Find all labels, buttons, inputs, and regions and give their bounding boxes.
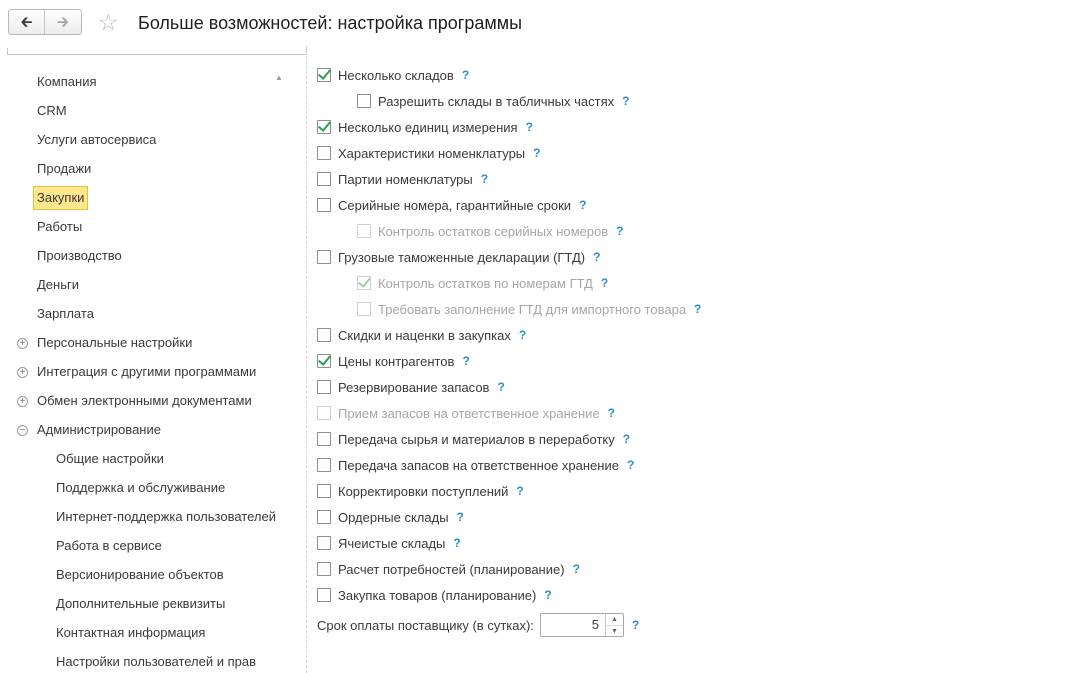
sidebar-item[interactable]: Поддержка и обслуживание — [56, 480, 226, 495]
setting-row — [317, 481, 524, 501]
sidebar-item[interactable]: Обмен электронными документами — [37, 393, 252, 408]
setting-row — [317, 585, 552, 605]
help-icon[interactable]: ? — [593, 250, 601, 264]
setting-row — [317, 195, 586, 215]
setting-row — [357, 299, 701, 319]
payment-term-label: Срок оплаты поставщику (в сутках): — [317, 617, 534, 633]
setting-checkbox[interactable] — [317, 146, 331, 160]
sidebar-item[interactable]: Компания — [37, 74, 97, 89]
help-icon[interactable]: ? — [616, 224, 624, 238]
setting-label: Несколько складов — [338, 67, 454, 83]
setting-row — [357, 221, 624, 241]
help-icon[interactable]: ? — [600, 276, 609, 290]
forward-button[interactable] — [45, 10, 81, 34]
sidebar-item[interactable]: Интернет-поддержка пользователей — [56, 509, 276, 524]
arrow-left-icon: 🡰 — [20, 13, 33, 31]
setting-checkbox[interactable] — [317, 536, 331, 550]
expand-icon[interactable]: + — [17, 367, 28, 378]
setting-label: Разрешить склады в табличных частях — [378, 93, 615, 109]
sidebar-item[interactable]: Работы — [37, 219, 83, 234]
setting-checkbox[interactable] — [317, 484, 331, 498]
help-icon[interactable]: ? — [622, 432, 631, 446]
help-icon[interactable]: ? — [572, 562, 580, 576]
help-icon[interactable]: ? — [453, 536, 461, 550]
expand-icon[interactable]: + — [17, 338, 28, 349]
navigation-buttons — [8, 9, 82, 35]
help-icon[interactable]: ? — [544, 588, 552, 602]
setting-row — [317, 325, 526, 345]
setting-label: Характеристики номенклатуры — [338, 145, 526, 161]
setting-label: Ячеистые склады — [338, 535, 446, 551]
spin-up-icon[interactable]: ▲ — [606, 614, 623, 626]
setting-label: Цены контрагентов — [338, 353, 455, 369]
panel-divider — [306, 46, 307, 673]
setting-checkbox[interactable] — [317, 588, 331, 602]
setting-checkbox[interactable] — [317, 510, 331, 524]
sidebar-item[interactable]: Персональные настройки — [37, 335, 193, 350]
setting-checkbox[interactable] — [317, 328, 331, 342]
spin-down-icon[interactable]: ▼ — [610, 628, 618, 635]
setting-checkbox[interactable] — [317, 68, 331, 82]
setting-label: Закупка товаров (планирование) — [338, 587, 537, 603]
setting-checkbox — [317, 406, 331, 420]
setting-row — [317, 507, 464, 527]
sidebar-item[interactable]: Версионирование объектов — [56, 567, 224, 582]
panel-edge — [7, 54, 307, 55]
help-icon[interactable]: ? — [579, 198, 587, 212]
help-icon[interactable]: ? — [631, 618, 640, 632]
setting-label: Контроль остатков серийных номеров — [378, 223, 609, 239]
sidebar-item[interactable]: Администрирование — [37, 422, 161, 437]
setting-checkbox — [357, 224, 371, 238]
setting-checkbox[interactable] — [357, 94, 371, 108]
setting-row — [317, 403, 615, 423]
setting-row — [317, 143, 541, 163]
setting-row — [317, 559, 580, 579]
setting-row — [317, 117, 533, 137]
sidebar-item[interactable]: Работа в сервисе — [56, 538, 162, 553]
setting-row — [317, 169, 488, 189]
sidebar-item[interactable]: CRM — [37, 103, 67, 118]
sidebar-item[interactable]: Общие настройки — [56, 451, 164, 466]
payment-term-value[interactable]: 5 — [591, 617, 599, 632]
page-title: Больше возможностей: настройка программы — [138, 13, 523, 33]
sidebar-item[interactable]: Настройки пользователей и прав — [56, 654, 257, 669]
setting-label: Расчет потребностей (планирование) — [338, 561, 565, 577]
help-icon[interactable]: ? — [497, 380, 505, 394]
expand-icon[interactable]: + — [17, 396, 28, 407]
help-icon[interactable]: ? — [626, 458, 635, 472]
setting-row — [317, 455, 634, 475]
sidebar-item[interactable]: Продажи — [37, 161, 92, 176]
help-icon[interactable]: ? — [525, 120, 533, 134]
setting-checkbox[interactable] — [317, 562, 331, 576]
payment-term-input[interactable] — [540, 613, 624, 637]
help-icon[interactable]: ? — [462, 354, 470, 368]
setting-row — [317, 377, 505, 397]
setting-checkbox[interactable] — [317, 172, 331, 186]
setting-row — [317, 429, 630, 449]
payment-term-stepper[interactable] — [605, 614, 623, 636]
scroll-up-icon[interactable]: ▲ — [275, 73, 283, 82]
help-icon[interactable]: ? — [456, 510, 464, 524]
help-icon[interactable]: ? — [607, 406, 616, 420]
setting-label: Партии номенклатуры — [338, 171, 473, 187]
help-icon[interactable]: ? — [533, 146, 541, 160]
sidebar-item[interactable]: Деньги — [37, 277, 79, 292]
help-icon[interactable]: ? — [694, 302, 702, 316]
setting-label: Грузовые таможенные декларации (ГТД) — [338, 249, 586, 265]
setting-row — [357, 91, 629, 111]
help-icon[interactable]: ? — [622, 94, 630, 108]
payment-term-row — [317, 613, 639, 637]
setting-checkbox[interactable] — [317, 354, 331, 368]
setting-checkbox — [357, 302, 371, 316]
setting-row — [317, 65, 469, 85]
setting-row — [317, 533, 461, 553]
setting-label: Несколько единиц измерения — [338, 119, 518, 135]
back-button[interactable] — [9, 10, 45, 34]
sidebar-item[interactable]: Производство — [37, 248, 122, 263]
setting-row — [317, 247, 600, 267]
sidebar-item[interactable]: Зарплата — [37, 306, 94, 321]
help-icon[interactable]: ? — [480, 172, 489, 186]
sidebar-item[interactable]: Закупки — [33, 186, 88, 210]
setting-checkbox[interactable] — [317, 250, 331, 264]
setting-label: Серийные номера, гарантийные сроки — [338, 197, 572, 213]
setting-row — [357, 273, 608, 293]
setting-checkbox — [357, 276, 371, 290]
setting-label: Резервирование запасов — [338, 379, 490, 395]
setting-label: Прием запасов на ответственное хранение — [338, 405, 600, 421]
setting-label: Ордерные склады — [338, 509, 449, 525]
collapse-icon[interactable]: − — [17, 425, 28, 436]
setting-label: Скидки и наценки в закупках — [338, 327, 511, 343]
setting-label: Контроль остатков по номерам ГТД — [378, 275, 593, 291]
sidebar-item[interactable]: Услуги автосервиса — [37, 132, 157, 147]
sidebar-item[interactable]: Дополнительные реквизиты — [56, 596, 226, 611]
setting-label: Требовать заполнение ГТД для импортного товара — [378, 301, 687, 317]
setting-checkbox[interactable] — [317, 198, 331, 212]
setting-label: Передача сырья и материалов в переработку — [338, 431, 615, 447]
arrow-right-icon: 🡲 — [56, 13, 70, 31]
help-icon[interactable]: ? — [461, 68, 470, 82]
setting-label: Корректировки поступлений — [338, 483, 509, 499]
setting-checkbox[interactable] — [317, 120, 331, 134]
help-icon[interactable]: ? — [516, 484, 524, 498]
sidebar-item[interactable]: Контактная информация — [56, 625, 206, 640]
setting-row — [317, 351, 470, 371]
setting-checkbox[interactable] — [317, 432, 331, 446]
sidebar-item[interactable]: Интеграция с другими программами — [37, 364, 257, 379]
header — [0, 0, 1071, 46]
help-icon[interactable]: ? — [518, 328, 527, 342]
setting-checkbox[interactable] — [317, 458, 331, 472]
setting-label: Передача запасов на ответственное хранение — [338, 457, 619, 473]
setting-checkbox[interactable] — [317, 380, 331, 394]
star-outline-icon[interactable]: ☆ — [98, 9, 119, 35]
